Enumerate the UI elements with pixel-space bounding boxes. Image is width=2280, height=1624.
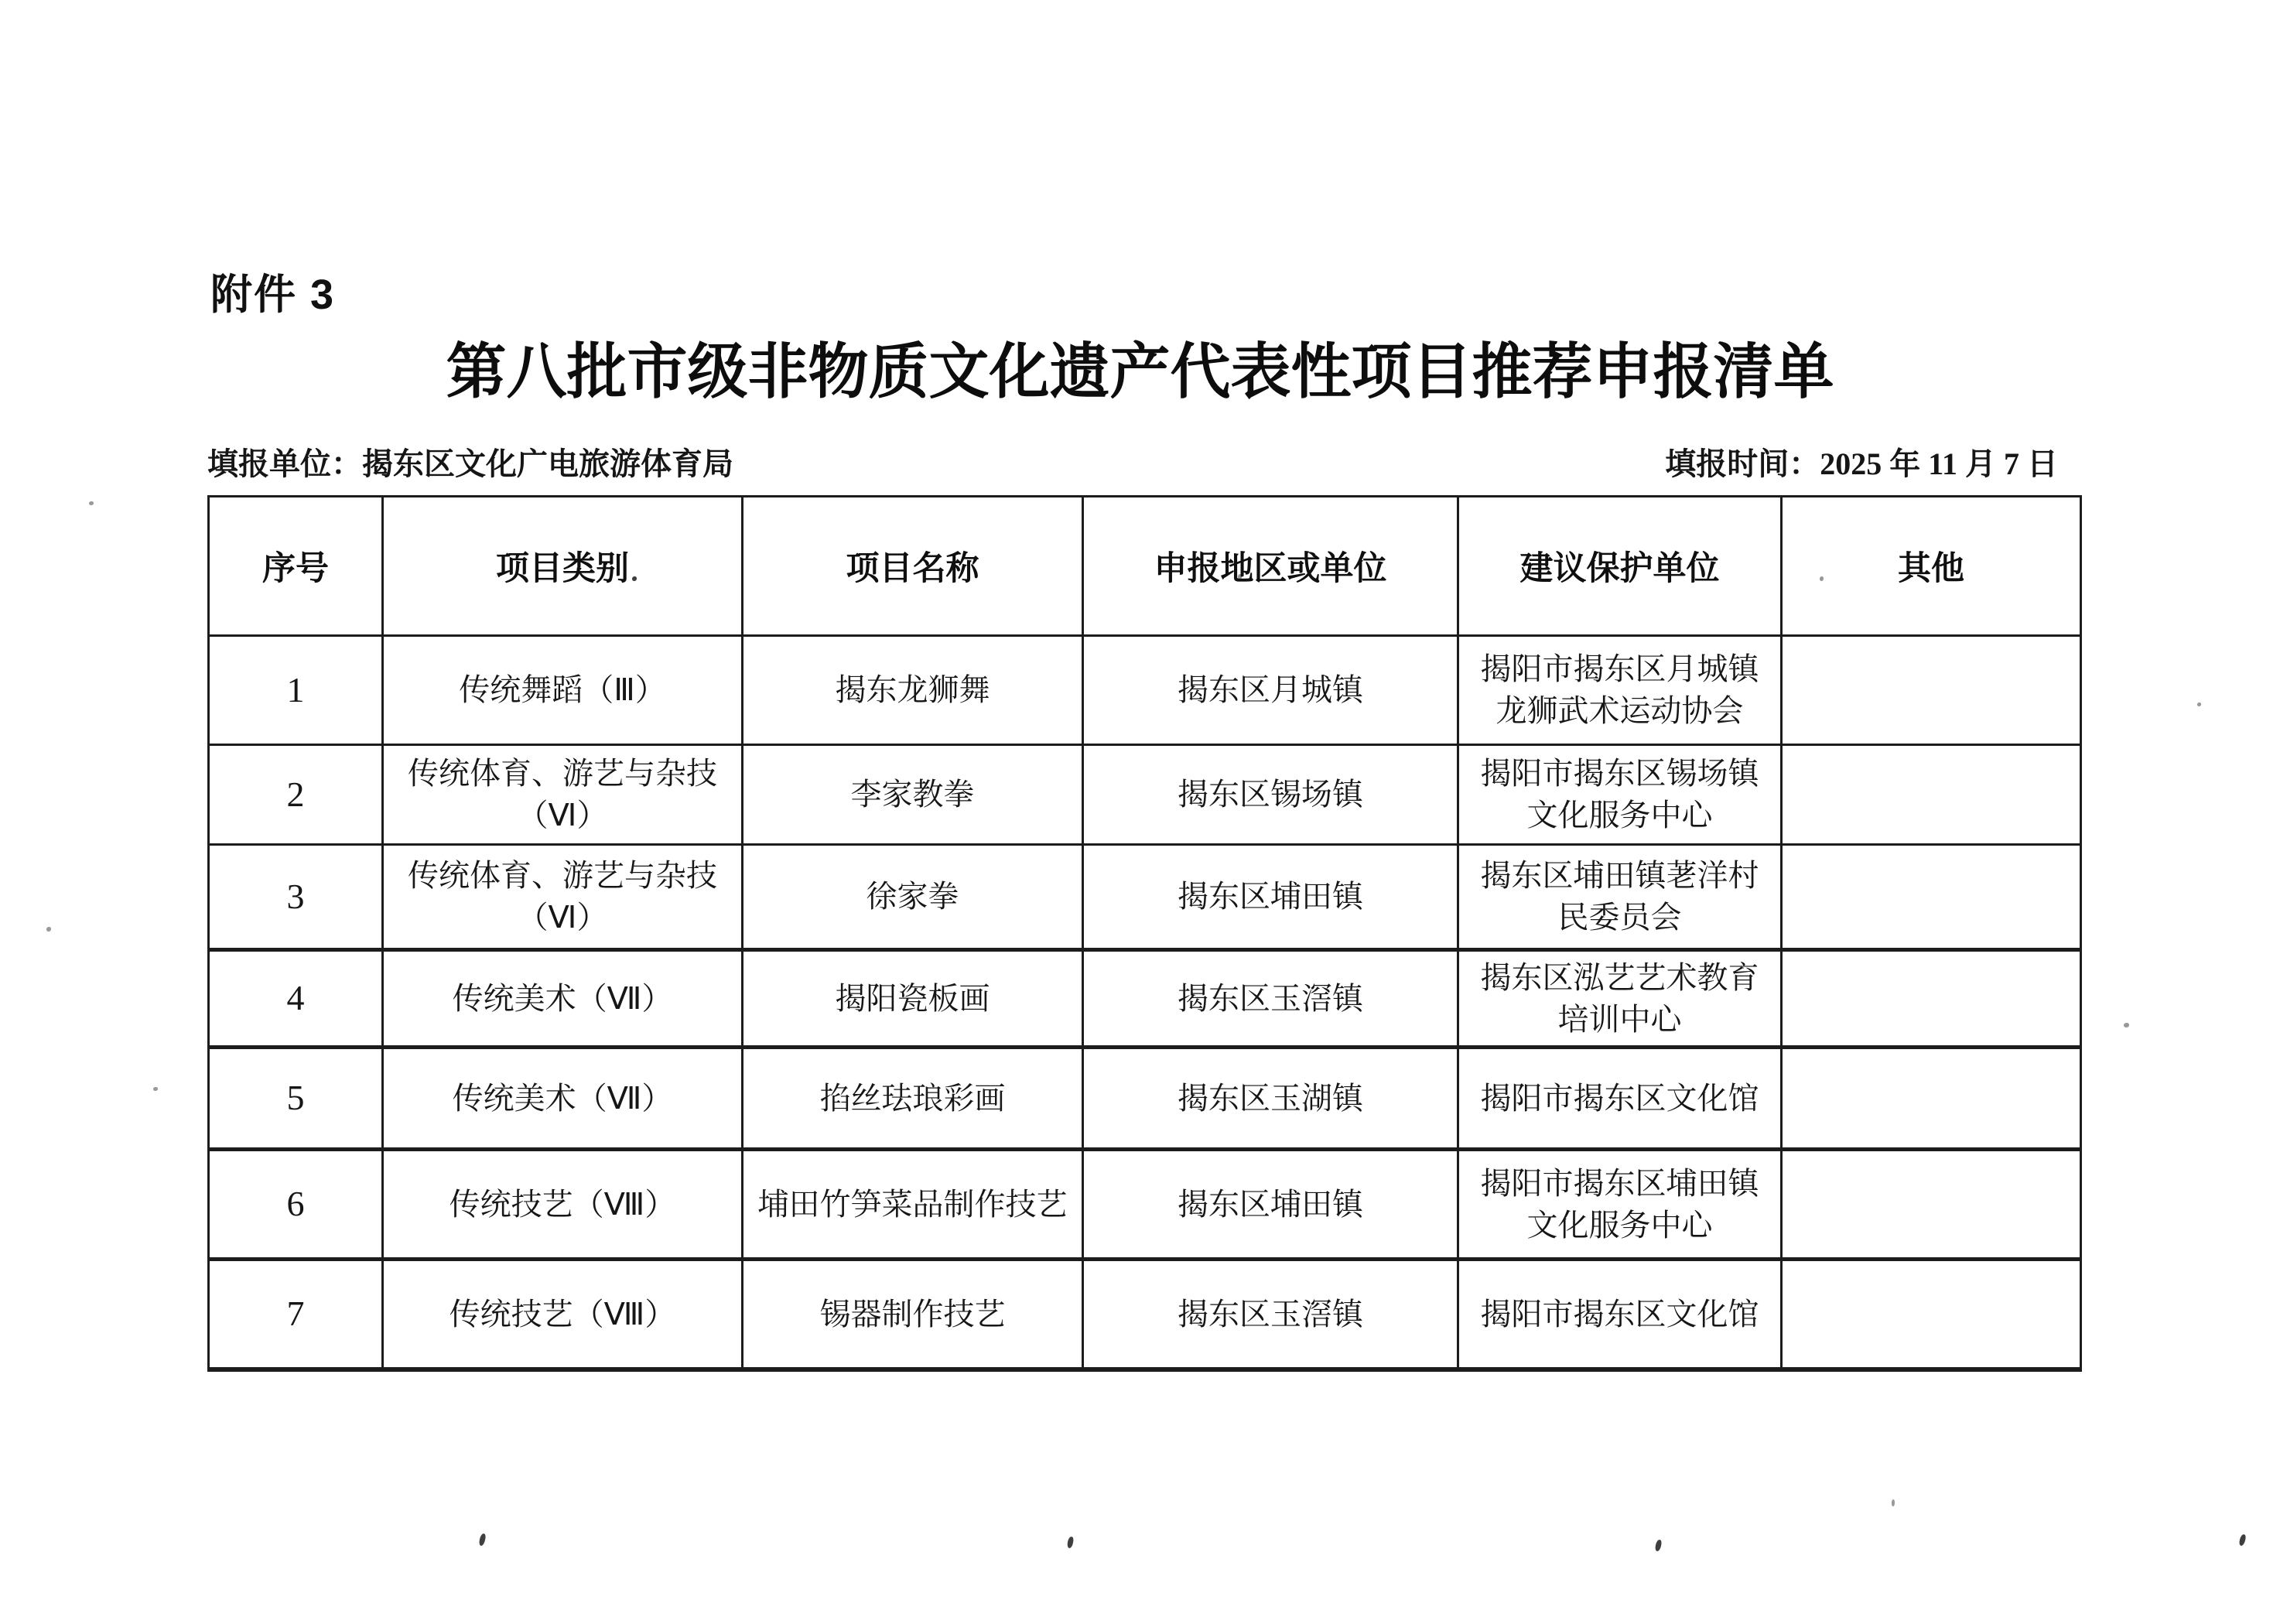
table-row xyxy=(209,845,2081,950)
scan-speckle xyxy=(1655,1539,1663,1551)
scan-speckle xyxy=(2124,1023,2129,1027)
cell-name: 掐丝珐琅彩画 xyxy=(743,1048,1083,1150)
header-area: 申报地区或单位 xyxy=(1083,497,1458,636)
cell-category: 传统技艺（Ⅷ） xyxy=(383,1150,743,1260)
cell-name: 揭东龙狮舞 xyxy=(743,636,1083,745)
cell-category: 传统舞蹈（Ⅲ） xyxy=(383,636,743,745)
cell-other xyxy=(1782,950,2081,1048)
cell-category: 传统技艺（Ⅷ） xyxy=(383,1260,743,1370)
filing-unit: 填报单位：揭东区文化广电旅游体育局 xyxy=(207,446,733,481)
header-protector: 建议保护单位 xyxy=(1458,497,1782,636)
scan-speckle xyxy=(632,576,637,581)
scan-speckle xyxy=(1820,576,1824,581)
scan-speckle xyxy=(2197,703,2201,706)
header-category: 项目类别 xyxy=(383,497,743,636)
cell-area: 揭东区埔田镇 xyxy=(1083,845,1458,950)
cell-other xyxy=(1782,845,2081,950)
header-name: 项目名称 xyxy=(743,497,1083,636)
cell-area: 揭东区锡场镇 xyxy=(1083,745,1458,845)
filing-time: 填报时间：2025 年 11 月 7 日 xyxy=(1665,446,2058,481)
meta-row xyxy=(207,439,2058,484)
cell-category: 传统美术（Ⅶ） xyxy=(383,1048,743,1150)
cell-area: 揭东区月城镇 xyxy=(1083,636,1458,745)
cell-protector: 揭东区泓艺艺术教育培训中心 xyxy=(1458,950,1782,1048)
scan-speckle xyxy=(478,1533,486,1546)
table-row xyxy=(209,1048,2081,1150)
table-row xyxy=(209,1150,2081,1260)
project-table xyxy=(207,495,2082,1372)
cell-protector: 揭阳市揭东区文化馆 xyxy=(1458,1260,1782,1370)
cell-name: 锡器制作技艺 xyxy=(743,1260,1083,1370)
cell-no: 5 xyxy=(209,1048,383,1150)
cell-no: 1 xyxy=(209,636,383,745)
cell-other xyxy=(1782,636,2081,745)
cell-name: 揭阳瓷板画 xyxy=(743,950,1083,1048)
scan-speckle xyxy=(1067,1537,1074,1549)
cell-other xyxy=(1782,1048,2081,1150)
cell-category: 传统体育、游艺与杂技（Ⅵ） xyxy=(383,845,743,950)
cell-name: 李家教拳 xyxy=(743,745,1083,845)
table-row xyxy=(209,950,2081,1048)
cell-protector: 揭阳市揭东区月城镇龙狮武术运动协会 xyxy=(1458,636,1782,745)
cell-area: 揭东区玉滘镇 xyxy=(1083,950,1458,1048)
cell-no: 2 xyxy=(209,745,383,845)
cell-protector: 揭阳市揭东区文化馆 xyxy=(1458,1048,1782,1150)
cell-other xyxy=(1782,1150,2081,1260)
cell-area: 揭东区埔田镇 xyxy=(1083,1150,1458,1260)
scan-speckle xyxy=(1892,1499,1895,1506)
cell-name: 徐家拳 xyxy=(743,845,1083,950)
header-no: 序号 xyxy=(209,497,383,636)
cell-protector: 揭阳市揭东区埔田镇文化服务中心 xyxy=(1458,1150,1782,1260)
scan-speckle xyxy=(89,501,94,505)
scan-speckle xyxy=(2238,1533,2246,1546)
scan-speckle xyxy=(46,927,51,932)
cell-protector: 揭阳市揭东区锡场镇文化服务中心 xyxy=(1458,745,1782,845)
cell-name: 埔田竹笋菜品制作技艺 xyxy=(743,1150,1083,1260)
cell-protector: 揭东区埔田镇荖洋村民委员会 xyxy=(1458,845,1782,950)
cell-other xyxy=(1782,745,2081,845)
cell-other xyxy=(1782,1260,2081,1370)
cell-no: 7 xyxy=(209,1260,383,1370)
cell-category: 传统体育、游艺与杂技（Ⅵ） xyxy=(383,745,743,845)
document-title: 第八批市级非物质文化遗产代表性项目推荐申报清单 xyxy=(446,337,1834,405)
cell-area: 揭东区玉滘镇 xyxy=(1083,1260,1458,1370)
header-other: 其他 xyxy=(1782,497,2081,636)
cell-category: 传统美术（Ⅶ） xyxy=(383,950,743,1048)
table-row xyxy=(209,1260,2081,1370)
cell-no: 4 xyxy=(209,950,383,1048)
table-row xyxy=(209,636,2081,745)
attachment-label: 附件 3 xyxy=(210,272,336,318)
scan-speckle xyxy=(153,1087,158,1091)
cell-no: 6 xyxy=(209,1150,383,1260)
cell-area: 揭东区玉湖镇 xyxy=(1083,1048,1458,1150)
scan-speckle xyxy=(1238,574,1242,580)
cell-no: 3 xyxy=(209,845,383,950)
table-header-row xyxy=(209,497,2081,636)
table-row xyxy=(209,745,2081,845)
